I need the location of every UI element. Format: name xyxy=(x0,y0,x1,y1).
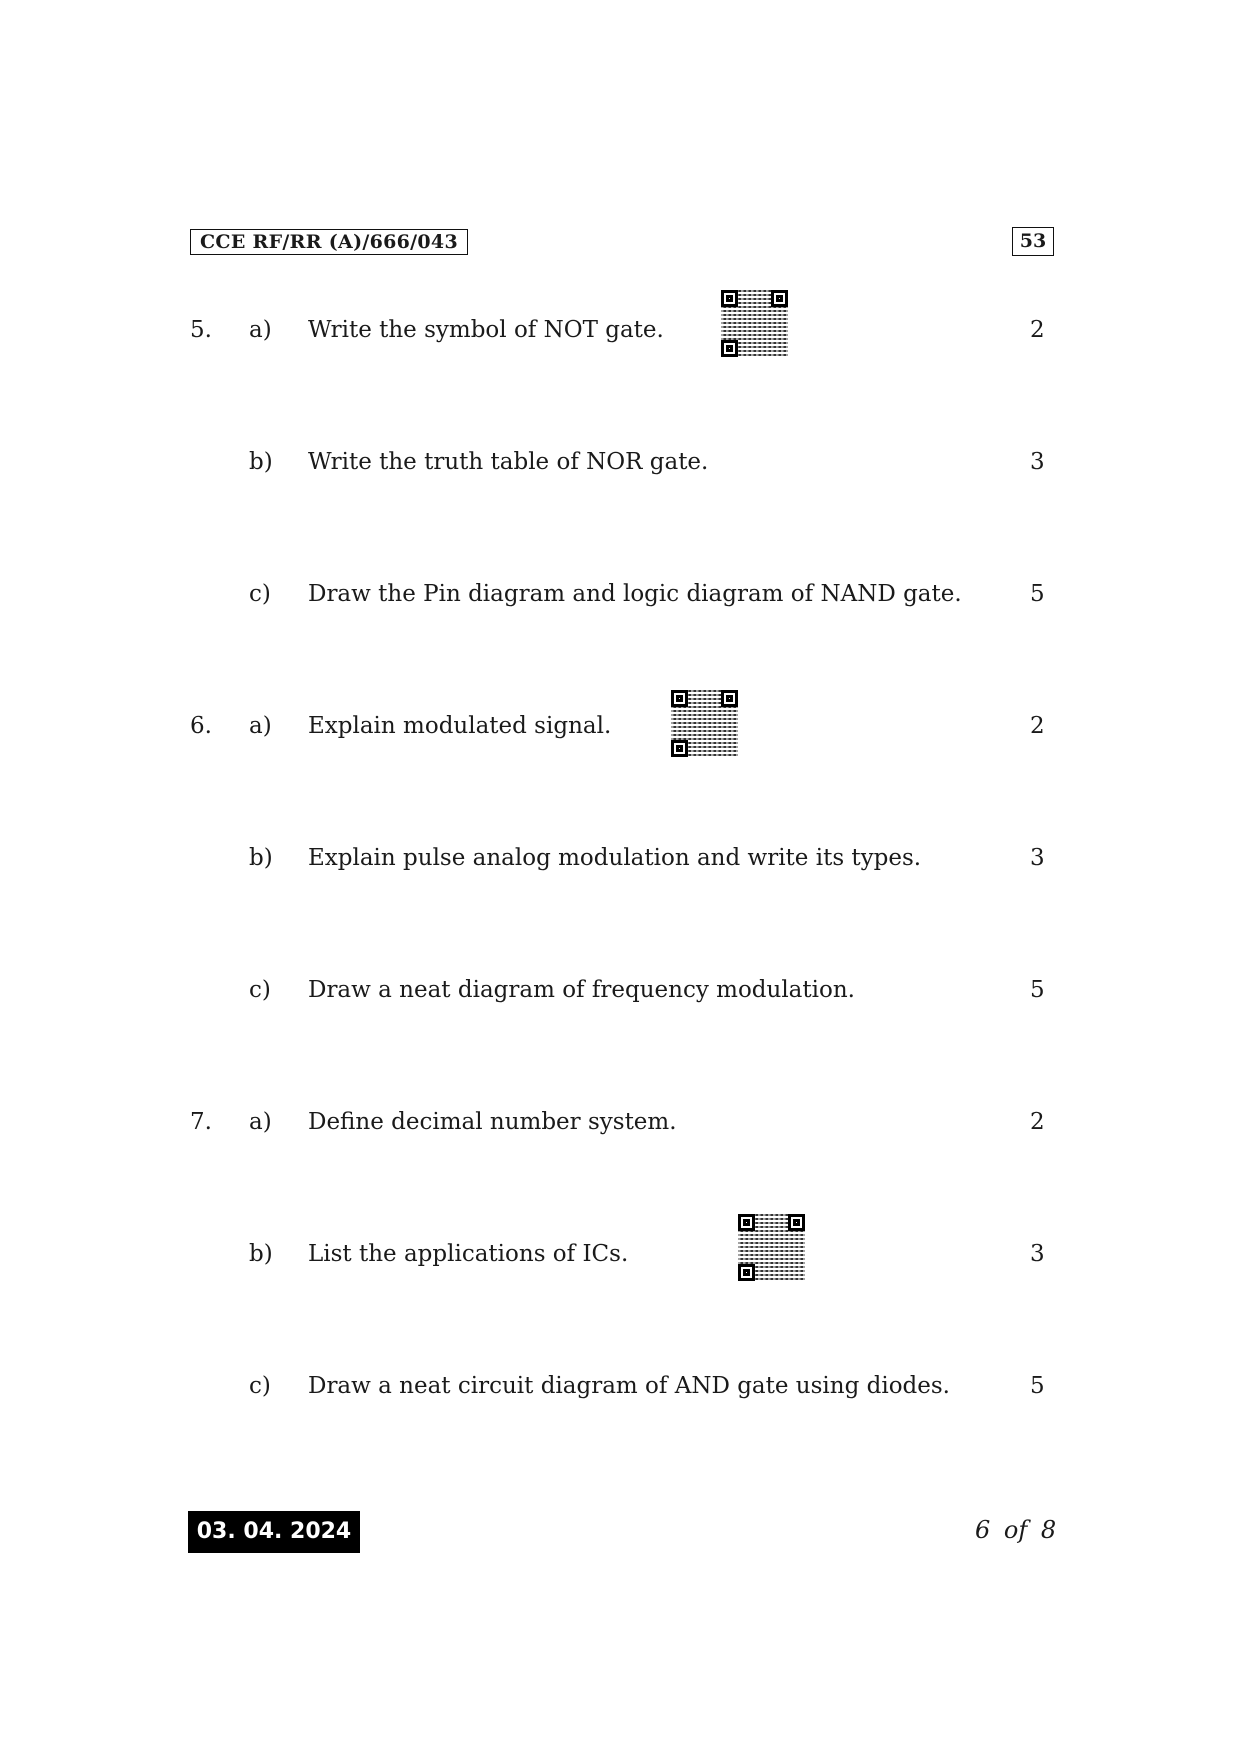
question-marks: 5 xyxy=(1030,977,1045,1003)
question-row-6c xyxy=(0,973,1241,1007)
qr-code-icon xyxy=(738,1214,805,1281)
exam-date-badge: 03. 04. 2024 xyxy=(188,1511,360,1553)
question-text: Write the truth table of NOR gate. xyxy=(308,449,709,475)
qr-finder-mark xyxy=(771,290,788,307)
question-row-5c xyxy=(0,577,1241,611)
question-marks: 2 xyxy=(1030,1109,1045,1135)
question-marks: 5 xyxy=(1030,581,1045,607)
question-part: a) xyxy=(249,713,272,739)
question-text: Draw a neat diagram of frequency modulation. xyxy=(308,977,855,1003)
question-part: a) xyxy=(249,1109,272,1135)
paper-number-box: 53 xyxy=(1012,227,1054,256)
question-part: b) xyxy=(249,845,273,871)
question-marks: 2 xyxy=(1030,713,1045,739)
question-row-7a xyxy=(0,1105,1241,1139)
question-number: 6. xyxy=(190,713,212,739)
question-part: c) xyxy=(249,1373,271,1399)
question-row-5a xyxy=(0,313,1241,347)
question-marks: 2 xyxy=(1030,317,1045,343)
qr-code-icon xyxy=(671,690,738,757)
question-marks: 5 xyxy=(1030,1373,1045,1399)
question-text: Write the symbol of NOT gate. xyxy=(308,317,664,343)
question-text: List the applications of ICs. xyxy=(308,1241,629,1267)
question-part: b) xyxy=(249,1241,273,1267)
question-text: Draw the Pin diagram and logic diagram of NAND gate. xyxy=(308,581,962,607)
question-number: 7. xyxy=(190,1109,212,1135)
qr-finder-mark xyxy=(721,690,738,707)
question-row-7c xyxy=(0,1369,1241,1403)
paper-code: CCE RF/RR (A)/666/043 xyxy=(190,229,468,255)
question-text: Explain modulated signal. xyxy=(308,713,612,739)
question-part: b) xyxy=(249,449,273,475)
question-part: c) xyxy=(249,581,271,607)
question-marks: 3 xyxy=(1030,1241,1045,1267)
question-part: c) xyxy=(249,977,271,1003)
question-row-6b xyxy=(0,841,1241,875)
question-text: Explain pulse analog modulation and write its types. xyxy=(308,845,922,871)
question-part: a) xyxy=(249,317,272,343)
question-number: 5. xyxy=(190,317,212,343)
qr-code-icon xyxy=(721,290,788,357)
qr-finder-mark xyxy=(788,1214,805,1231)
question-marks: 3 xyxy=(1030,449,1045,475)
page-indicator: 6 of 8 xyxy=(975,1516,1057,1544)
question-marks: 3 xyxy=(1030,845,1045,871)
question-row-7b xyxy=(0,1237,1241,1271)
question-row-5b xyxy=(0,445,1241,479)
question-text: Draw a neat circuit diagram of AND gate using diodes. xyxy=(308,1373,950,1399)
question-row-6a xyxy=(0,709,1241,743)
question-text: Define decimal number system. xyxy=(308,1109,677,1135)
